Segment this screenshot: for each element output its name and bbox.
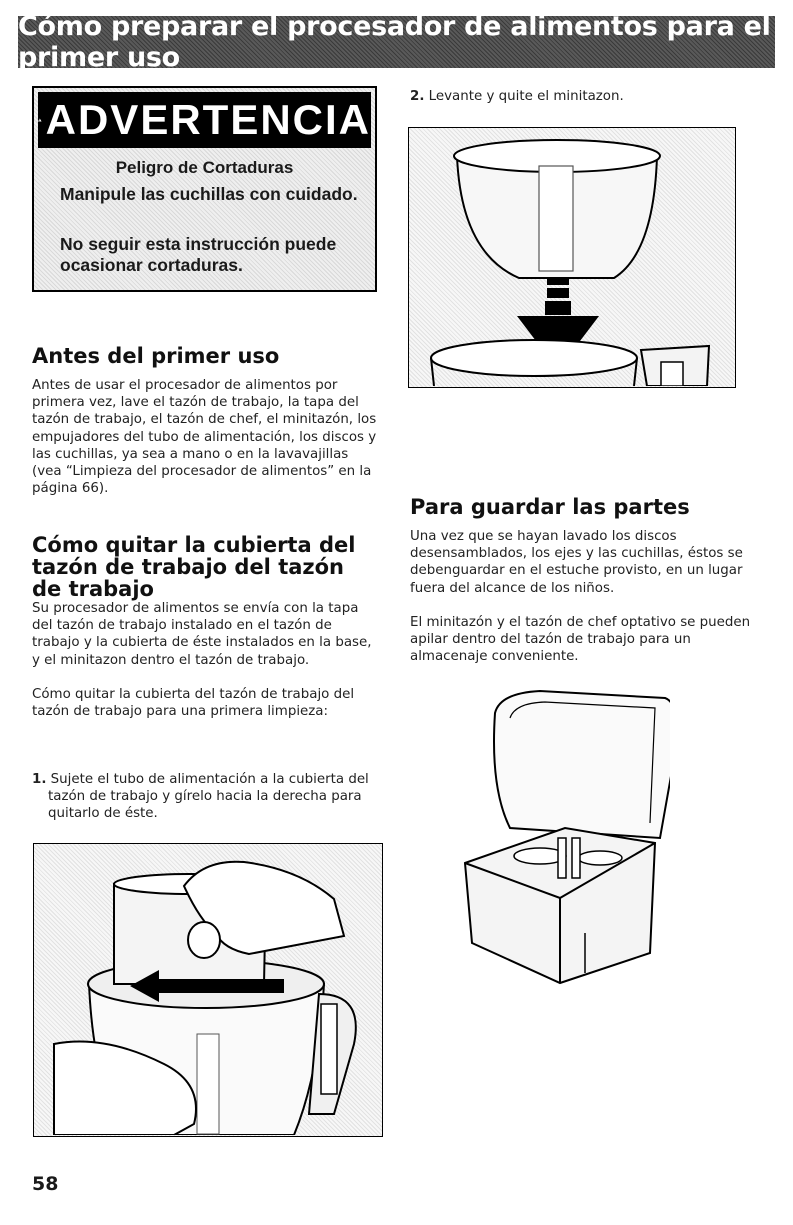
step-1-text: Sujete el tubo de alimentación a la cubierta del tazón de trabajo y gírelo hacia la derecha para quitarlo de éste. xyxy=(48,772,369,822)
bowl-twist-drawing xyxy=(34,844,381,1135)
step-1 xyxy=(32,771,377,823)
remove-cover-illustration xyxy=(33,843,383,1137)
warning-line-2: No seguir esta instrucción puede ocasionar cortaduras. xyxy=(60,234,337,275)
remove-cover-text-2: Cómo quitar la cubierta del tazón de trabajo del tazón de trabajo para una primera limpieza: xyxy=(32,687,355,720)
minibowl-drawing xyxy=(409,128,734,386)
storage-text-2: El minitazón y el tazón de chef optativo se pueden apilar dentro del tazón de trabajo para un almacenaje conveniente. xyxy=(410,615,751,665)
remove-cover-text-1: Su procesador de alimentos se envía con la tapa del tazón de trabajo instalado en el tazón de trabajo y la cubierta de éste instalados en la base, y el minitazon dentro el tazón de trabajo. xyxy=(32,601,372,668)
step-1-number: 1. xyxy=(32,772,47,787)
step-2-text: Levante y quite el minitazon. xyxy=(428,89,624,104)
before-first-use-heading: Antes del primer uso xyxy=(32,344,280,368)
remove-cover-heading: Cómo quitar la cubierta del tazón de trabajo del tazón de trabajo xyxy=(32,533,356,601)
step-2-number: 2. xyxy=(410,89,425,104)
page-number: 58 xyxy=(32,1173,59,1195)
warning-triangle-icon xyxy=(38,102,42,138)
warning-line-1: Manipule las cuchillas con cuidado. xyxy=(60,184,358,204)
step-2 xyxy=(410,88,770,105)
storage-case-drawing xyxy=(450,688,670,988)
before-first-use-text: Antes de usar el procesador de alimentos por primera vez, lave el tazón de trabajo, la tapa del tazón de trabajo, el tazón de chef, el minitazón, los empujadores del tubo de alimentación, los discos y las cuchillas, ya sea a mano o en la lavavajillas (vea “Limpieza del procesador de alimentos” en la página 66). xyxy=(32,378,377,497)
warning-subheading: Peligro de Cortaduras xyxy=(115,158,294,177)
warning-header xyxy=(38,92,371,148)
storage-text-1: Una vez que se hayan lavado los discos desensamblados, los ejes y las cuchillas, éstos se debenguardar en el estuche provisto, en un lugar fuera del alcance de los niños. xyxy=(410,529,743,596)
storage-heading: Para guardar las partes xyxy=(410,495,690,519)
warning-heading: ADVERTENCIA xyxy=(45,96,371,143)
page-title: Cómo preparar el procesador de alimentos para el primer uso xyxy=(18,11,771,73)
warning-box xyxy=(32,86,377,292)
minibowl-illustration xyxy=(408,127,736,388)
page-banner xyxy=(18,11,775,73)
